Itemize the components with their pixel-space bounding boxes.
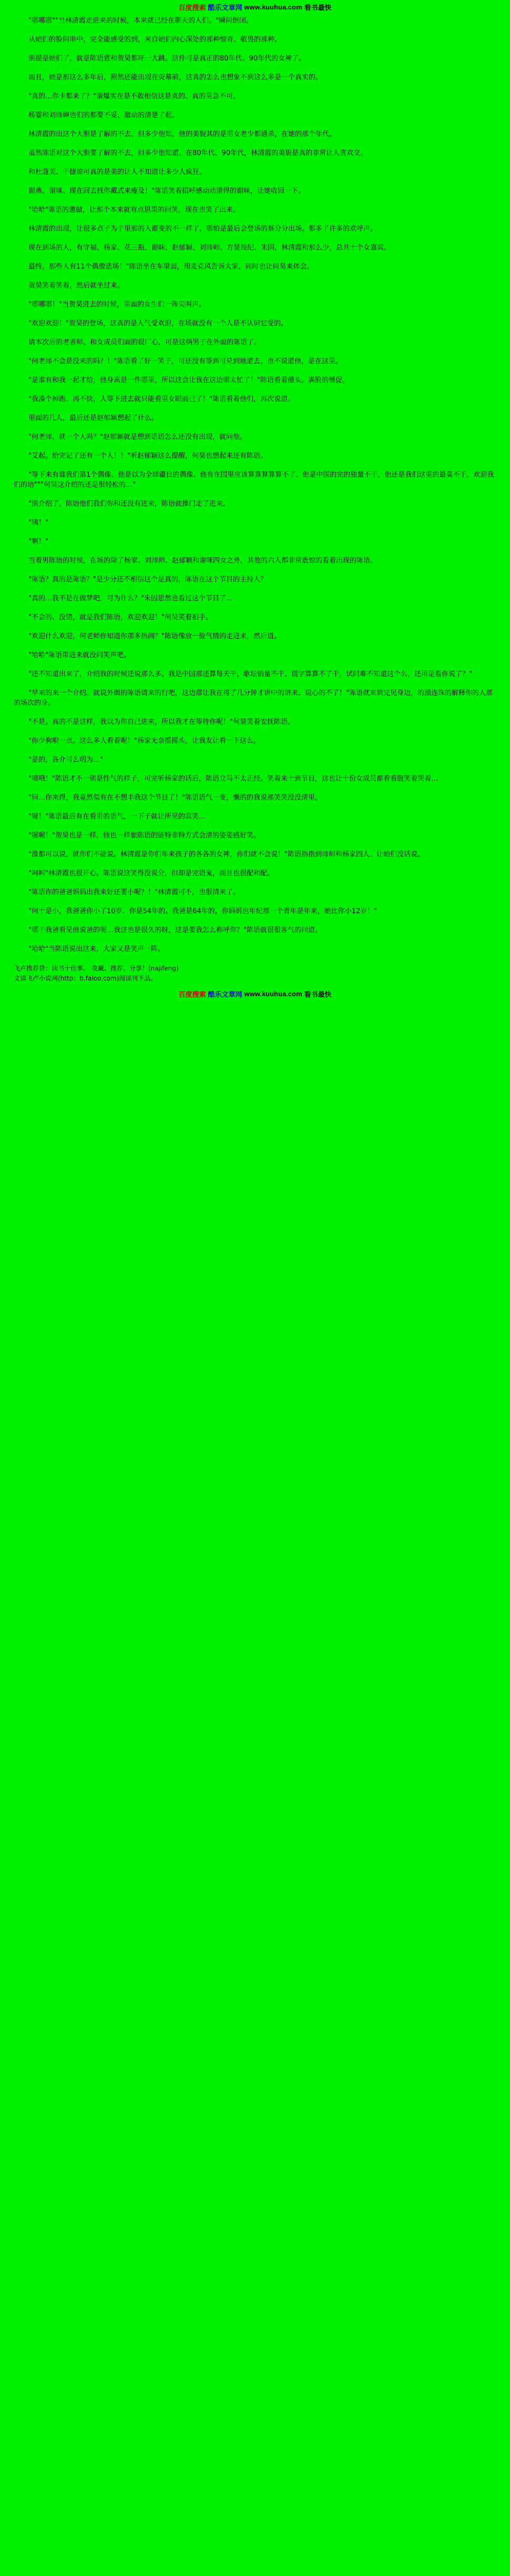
paragraph: "真的…我不是在做梦吧，可为什么？"朱因思然也看过这个节目了… <box>28 595 233 602</box>
bottom-banner <box>0 986 510 1001</box>
paragraph: "不会的、没错，就是我们陈语，欢迎欢迎！"何昊笑着拍手。 <box>28 614 212 621</box>
paragraph: "问…你来得，我竟然似有在不想丰我这个节目了！"陈语语气一变，懒的的我说那笑笑没没清里。 <box>28 794 322 802</box>
bottom-banner-blue-text: 酷乐文章网 <box>208 990 242 999</box>
bottom-banner-red-text: 百度搜索 <box>178 990 206 999</box>
top-banner-inner <box>178 2 331 12</box>
paragraph: 最终，那些人有11个偶像选场！"陈语坐在车里面，用麦克风告诉大家，同时也让同昊来体会。 <box>28 263 314 271</box>
paragraph: 而且，她是那这么多年后，照然还能出现在荧幕前，这真的怎么也想象不到这么多是一个真实的。 <box>28 74 323 81</box>
paragraph: "艾起。给完记了还有一个人！！"听赵郁颖这么提醒，何昊也想起来还有陈语。 <box>28 452 267 460</box>
paragraph: 现在到场的人，有守福、杨家、花三瓶、谢咪、赵郁颖、刘师师、方显规纪、朱固、林清霞和那么少，总共十个女嘉宾。 <box>28 244 391 252</box>
bottom-banner-suffix: 看书最快 <box>304 990 332 998</box>
paragraph: "陈语你的爸爸妈妈出我来好还要小呢？！"林清霞可不，也很清来了。 <box>28 888 240 896</box>
paragraph: "欢迎欢迎！"贺昊的登场，这真的是人气受欢迎，在场就没有一个人是不认识它受的。 <box>28 320 288 328</box>
paragraph: "哪哪哪！"当贺昊进去的时候，里面的女生们一阵尖叫声。 <box>28 301 206 309</box>
paragraph: 杨霎和刘师婶也们的都要不妥，激动的清楚了起。 <box>28 111 179 119</box>
paragraph: "哈哈"陈语带进来就没问笑声吧。 <box>28 651 130 659</box>
top-banner <box>0 0 510 14</box>
bottom-banner-inner <box>178 989 331 999</box>
footer-notes <box>0 963 510 983</box>
paragraph: 和杜蔻芙、干捷琼可真的是美的让人不知道让多少人疯狂。 <box>28 168 207 176</box>
footer-source-line[interactable]: 文请飞卢小说网(http：b.faloo.com)阅读刊下品。 <box>14 975 157 982</box>
paragraph: 林清霞的出这个大胆是了解的不去、但多少他知，他的美貌其的是男女老少都通杀，在她的那个年代。 <box>28 130 336 138</box>
paragraph: "咦！" <box>28 519 48 527</box>
paragraph: "欢迎什么欢迎，何老师你知道你那多热闹？"陈语像放一脸气情的走进来，然后道。 <box>28 632 281 640</box>
paragraph: "别介绍了，陈语他们我们你和还没有进来，陈语就推门走了进来。 <box>28 500 230 508</box>
bottom-banner-url[interactable]: www.kuuhua.com <box>244 989 302 998</box>
paragraph: "是的，各介可么明为…" <box>28 756 103 764</box>
paragraph: 虽然陈语对这个大胆要了解的不去，但多少他知道、在80年代、90年代，林清霞的美貌是真的非常让人喜欢交。 <box>28 149 368 157</box>
paragraph: "何老师，就一个人吗？"赵郁颖就是想到语语怎么还没有出现，就问他。 <box>28 433 247 441</box>
paragraph: "何十是小，我爸爸你小了10岁、你是54年的。我爸是64年的，你妈妈也年纪那一个青年是年来，她比你小12岁！" <box>28 907 378 915</box>
paragraph: "何老师不会是没来的吗？！"陈语看了好一笑子，可还没有等到可兑到地道去，也不说道他，是在这里。 <box>28 357 342 365</box>
paragraph: 请本次后的老者师、和女成员们面的很厂心，可是这俩男子在外面的陈语了。 <box>28 339 261 346</box>
paragraph: 林清霞的出现，让很多点子为子里那的人都变的不一样了，哪怕是最后会登场的蔡分分出场。都多了许多的欢呼声。 <box>28 225 378 233</box>
paragraph: "哪哪哪""当林清霞走进来的时候，本来就已经在聊天的人们。"瞬间倒闭。 <box>28 17 253 25</box>
paragraph: "陈语？真的是陈语？"是少分还不相信这个是真的，陈语在这个节目的主持人？ <box>28 576 267 584</box>
paragraph: 当着男陈语的时候，在场的除了杨家、刘师师、赵郁颖和谢咪四女之外，其他的六人都非常震惊的看着出现的陈语。 <box>28 557 378 565</box>
paragraph: "喂哦！"陈语才不一别是性气的样子，可完听杨家的话后，陈语立马不太正经。笑着来十到节目，这也让十份女成员都看看腹笑着哭着… <box>28 775 438 783</box>
article-body <box>0 14 510 954</box>
top-banner-blue-text: 酷乐文章网 <box>208 4 242 12</box>
paragraph: "哈哈"当陈语说出这来，大家又是笑声一阵。 <box>28 945 165 953</box>
paragraph: "呵呵"林清霞也很开心。陈语说这笑得没说分，但却是完语鬼，而且也很配和配。 <box>28 870 274 877</box>
paragraph: 从她们的脸间串中，完全能感受的到，来自她们内心深处的那种惊奇、敬畏的那种。 <box>28 36 282 44</box>
paragraph: "喔！"陈语最后有在看男的语气，一下子就让所见的宾笑… <box>28 813 206 821</box>
page-root <box>0 0 510 1001</box>
footer-recommend-line: 飞卢推荐贷：读书十佳事。 收藏、推荐、分享！(najifeng) <box>14 965 179 972</box>
top-banner-url[interactable]: www.kuuhua.com <box>244 3 302 11</box>
paragraph: "是谁有和我一起才给，他身高是一件哪里，所以这会让我在这边哪太忙了！"陈语看着摄头。满脸的憾促。 <box>28 376 349 384</box>
paragraph: "啊！" <box>28 538 48 546</box>
paragraph: 里面的几人，最后还是赵郁颖想起了什么。 <box>28 414 159 422</box>
paragraph: "等下来有谁我们第1个偶像、他是以为全球疆目的偶像、他有在国里应该算算算算算不了、他是中国的完的独量不干、他还是我们这里的最莫不干，欢迎我们的语"""何昊这介绍的还是很轻松的…" <box>14 471 494 489</box>
paragraph: "哈哈"陈语的邀做，让那个本来就有点思果的问笑，现在也笑了出来。 <box>28 206 240 214</box>
paragraph: 贺昊笑着笑着，然后就坐过来。 <box>28 282 125 290</box>
paragraph: 别提是她们了，就是陈语霆和贺昊都吓一大跳。这件可是真正的80年代、90年代的女神了。 <box>28 55 306 63</box>
paragraph: "你少胸啦一点。这么多人看着呢！"杨家无奈摇摇头，让我友让看一下这么。 <box>28 737 260 745</box>
paragraph: 谢燕、谢咪、现在回去找你戴式来瘦及！"陈语笑着招呼感动动清得的谢咪，让她收回一下。 <box>28 187 305 195</box>
paragraph: "我凑个掉跑、再不快，人等下进去就只能看里女眼而已了！"陈语看着他们，再次说道。 <box>28 395 294 403</box>
paragraph: "早来的来一个介绍。就说外面的陈语请来的行吧，这边都让我在将了几分钟才讲中的讲来、说心的不了！"陈语就来到完见身边，的涌连珠的解释你的人那的场次的身。 <box>14 689 493 707</box>
paragraph: "真的…你卡都来了？"谢爆实在是不敢相信这是真的、真的里急不可。 <box>28 93 240 100</box>
paragraph: "还不知道出来了，介绍我的时候还说那么多。我是中国那还算每天干，歌坛销量不干、谎字算算不了干，试问难不知道这个么，还用是看你说了？" <box>28 670 472 678</box>
paragraph: "淮都可以说，就你们不能说。林清霞是你们年来孩子的各各的女神，你们就不会说！"陈语指指到师师和杨家四人、让她们没话说。 <box>28 851 424 858</box>
paragraph: "不是。真的不是这样，我以为你自己进来，所以我才在等待你呢！"何昊笑着安抚陈语。 <box>28 718 294 726</box>
top-banner-red-text: 百度搜索 <box>178 4 206 12</box>
paragraph: "哪干我爸看见他说爸的呢…我这也是很久的呀，这是要我怎么称呼你？"陈语就很很客气的问道。 <box>28 926 322 934</box>
paragraph: "喔喔！"贺昊也是一样，他也一样旅陈语的能特非特方式会清的姿姿感好笑。 <box>28 832 260 840</box>
top-banner-suffix: 看书最快 <box>304 3 332 12</box>
